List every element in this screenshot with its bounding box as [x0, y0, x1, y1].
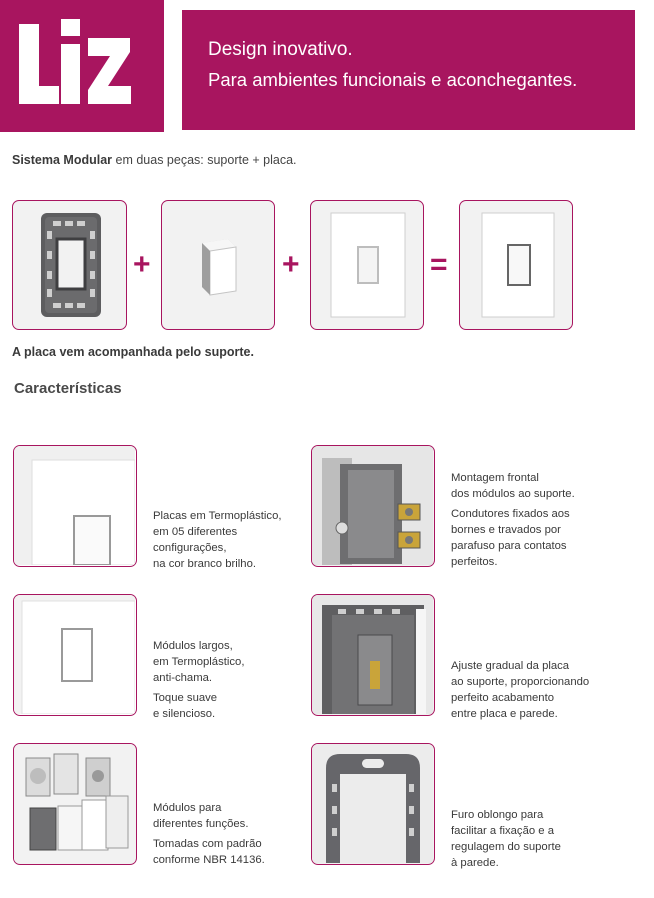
liz-logo-mark [0, 0, 164, 132]
f4-l3: perfeito acabamento [451, 692, 554, 704]
feature-text-1 [153, 508, 282, 576]
intro-text [12, 153, 297, 167]
f6-l4: à parede. [451, 857, 499, 869]
note-text: A placa vem acompanhada pelo suporte. [12, 345, 254, 359]
f3-l1: Módulos largos, [153, 640, 233, 652]
intro-rest: em duas peças: suporte + placa. [112, 153, 297, 167]
f1-l4: na cor branco brilho. [153, 558, 256, 570]
feature-text-6 [451, 807, 561, 875]
f6-l3: regulagem do suporte [451, 841, 561, 853]
plus-sign-1: + [133, 248, 151, 281]
f1-l2: em 05 diferentes [153, 526, 238, 538]
section-title: Características [14, 380, 122, 397]
feature-image-modulo-largo [13, 594, 137, 716]
equals-sign: = [430, 248, 448, 281]
f1-l1: Placas em Termoplástico, [153, 510, 282, 522]
f2-m4: perfeitos. [451, 556, 498, 568]
f2-l1: Montagem frontal [451, 472, 539, 484]
f6-l2: facilitar a fixação e a [451, 825, 554, 837]
headline-line-1: Design inovativo. [208, 39, 353, 60]
f3-m2: e silencioso. [153, 708, 216, 720]
feature-image-montagem [311, 445, 435, 567]
f5-l1: Módulos para [153, 802, 222, 814]
feature-image-modulos-funcoes [13, 743, 137, 865]
f2-l2: dos módulos ao suporte. [451, 488, 575, 500]
f2-m2: bornes e travados por [451, 524, 561, 536]
feature-image-furo-oblongo [311, 743, 435, 865]
f6-l1: Furo oblongo para [451, 809, 544, 821]
f3-m1: Toque suave [153, 692, 218, 704]
intro-bold: Sistema Modular [12, 153, 113, 167]
conjunto-image [459, 200, 573, 330]
headline-banner [182, 10, 635, 130]
f5-m1: Tomadas com padrão [153, 838, 262, 850]
f5-m2: conforme NBR 14136. [153, 854, 265, 866]
f1-l3: configurações, [153, 542, 227, 554]
f3-l2: em Termoplástico, [153, 656, 245, 668]
liz-logo [0, 0, 164, 132]
f3-l3: anti-chama. [153, 672, 213, 684]
feature-text-3 [153, 638, 244, 726]
headline-line-2: Para ambientes funcionais e aconchegantes. [208, 69, 578, 90]
f2-m3: parafuso para contatos [451, 540, 567, 552]
feature-text-5 [153, 800, 265, 872]
f4-l4: entre placa e parede. [451, 708, 558, 720]
f2-m1: Condutores fixados aos [451, 508, 570, 520]
plus-sign-2: + [282, 248, 300, 281]
feature-image-ajuste [311, 594, 435, 716]
placa-image [310, 200, 424, 330]
f4-l1: Ajuste gradual da placa [451, 660, 570, 672]
suporte-image [12, 200, 127, 330]
headline [208, 35, 577, 95]
f5-l2: diferentes funções. [153, 818, 249, 830]
modulo-image [161, 200, 275, 330]
feature-image-placa [13, 445, 137, 567]
feature-text-4 [451, 658, 589, 726]
f4-l2: ao suporte, proporcionando [451, 676, 590, 688]
feature-text-2 [451, 470, 575, 574]
